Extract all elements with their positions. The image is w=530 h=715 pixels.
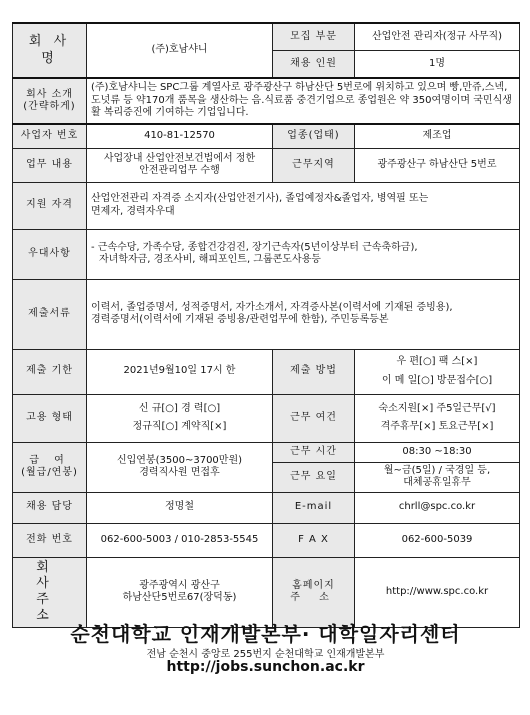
recruit-dept: 산업안전 관리자(정규 사무직) bbox=[355, 23, 520, 50]
deadline-value: 2021년9월10일 17시 한 bbox=[87, 349, 273, 394]
company-intro-label-line1: 회사 소개 bbox=[26, 88, 73, 100]
company-address bbox=[87, 557, 273, 627]
salary-label bbox=[13, 442, 87, 492]
qualification-label: 지원 자격 bbox=[13, 182, 87, 229]
work-conditions-line2: 격주휴무[×] 토요근무[×] bbox=[380, 421, 494, 432]
submit-method-line1: 우 편[○] 팩 스[×] bbox=[396, 356, 478, 367]
phone-number: 062-600-5003 / 010-2853-5545 bbox=[87, 523, 273, 557]
company-address-label bbox=[13, 557, 87, 627]
duty-content bbox=[87, 148, 273, 182]
industry-label: 업종(업태) bbox=[273, 124, 355, 148]
duty-label: 업무 내용 bbox=[13, 148, 87, 182]
duty-line1: 사업장내 산업안전보건법에서 정한 bbox=[103, 152, 256, 164]
footer-address: 전남 순천시 중앙로 255번지 순천대학교 인재개발본부 bbox=[146, 649, 385, 660]
footer-url[interactable]: http://jobs.sunchon.ac.kr bbox=[166, 659, 365, 675]
company-address-label-line1: 회 사 bbox=[36, 559, 63, 591]
duty-line2: 안전관리업무 수행 bbox=[139, 165, 220, 176]
qualification-content bbox=[87, 182, 520, 229]
work-conditions-label: 근무 여건 bbox=[273, 394, 355, 442]
salary-value bbox=[87, 442, 273, 492]
company-intro-text: (주)호남샤니는 SPC그룹 계열사로 광주광산구 하남산단 5번로에 위치하고 있으며 빵,만쥬,스넥,도넛류 등 약170개 품목을 생산하는 음.식료품 중견기업으로 종업원은 약 350여명이며 국민식생활 복리증진에 기여하는 기업입니다. bbox=[87, 78, 520, 124]
deadline-label: 제출 기한 bbox=[13, 349, 87, 394]
recruit-dept-label: 모집 부문 bbox=[273, 23, 355, 50]
fax-label: F A X bbox=[273, 523, 355, 557]
company-name: (주)호남샤니 bbox=[87, 23, 273, 78]
homepage-label bbox=[273, 557, 355, 627]
headcount-label: 채용 인원 bbox=[273, 50, 355, 78]
email-address: chrll@spc.co.kr bbox=[355, 492, 520, 523]
work-days-line2: 대체공휴일휴무 bbox=[403, 477, 471, 488]
work-location: 광주광산구 하남산단 5번로 bbox=[355, 148, 520, 182]
submit-method bbox=[355, 349, 520, 394]
company-name-label: 회 사 명 bbox=[13, 23, 87, 78]
recruiter-label: 채용 담당 bbox=[13, 492, 87, 523]
qualification-line2: 면제자, 경력자우대 bbox=[91, 205, 175, 217]
business-reg-number: 410-81-12570 bbox=[87, 124, 273, 148]
documents-label: 제출서류 bbox=[13, 279, 87, 349]
preference-line2: 자녀학자금, 경조사비, 해피포인트, 그룹콘도사용등 bbox=[99, 254, 321, 265]
qualification-line1: 산업안전관리 자격증 소지자(산업안전기사), 졸업예정자&졸업자, 병역필 또는 bbox=[91, 193, 429, 204]
work-hours-label: 근무 시간 bbox=[273, 442, 355, 462]
fax-number: 062-600-5039 bbox=[355, 523, 520, 557]
company-address-label-line2: 주 소 bbox=[36, 592, 63, 624]
preference-label: 우대사항 bbox=[13, 229, 87, 279]
employment-type-line2: 정규직[○] 계약직[×] bbox=[132, 421, 227, 432]
company-address-line2: 하남산단5번로67(장덕동) bbox=[122, 592, 237, 603]
work-location-label: 근무지역 bbox=[273, 148, 355, 182]
company-intro-label bbox=[13, 78, 87, 124]
employment-type-label: 고용 형태 bbox=[13, 394, 87, 442]
preference-content bbox=[87, 229, 520, 279]
homepage-label-line1: 홈페이지 bbox=[292, 579, 335, 591]
company-intro-label-line2: (간략하게) bbox=[23, 101, 76, 112]
recruiter-name: 정명철 bbox=[87, 492, 273, 523]
homepage-label-line2: 주 소 bbox=[290, 592, 337, 603]
submit-method-label: 제출 방법 bbox=[273, 349, 355, 394]
industry-value: 제조업 bbox=[355, 124, 520, 148]
work-days bbox=[355, 462, 520, 492]
preference-line1: - 근속수당, 가족수당, 종합건강검진, 장기근속자(5년이상부터 근속축하금), bbox=[91, 241, 418, 253]
homepage-url: http://www.spc.co.kr bbox=[355, 557, 520, 627]
work-conditions bbox=[355, 394, 520, 442]
salary-label-line2: (월급/연봉) bbox=[21, 467, 78, 478]
documents-line1: 이력서, 졸업증명서, 성적증명서, 자가소개서, 자격증사본(이력서에 기재된 증빙용), bbox=[91, 301, 453, 313]
documents-line2: 경력증명서(이력서에 기재된 증빙용/관련업무에 한함), 주민등록등본 bbox=[91, 314, 389, 325]
salary-label-line1: 급 여 bbox=[29, 454, 70, 466]
documents-content bbox=[87, 279, 520, 349]
phone-label: 전화 번호 bbox=[13, 523, 87, 557]
salary-line2: 경력직사원 면접후 bbox=[139, 467, 220, 478]
job-posting-table bbox=[12, 22, 520, 628]
email-label: E-mail bbox=[273, 492, 355, 523]
employment-type bbox=[87, 394, 273, 442]
business-reg-label: 사업자 번호 bbox=[13, 124, 87, 148]
work-days-label: 근무 요일 bbox=[273, 462, 355, 492]
company-address-line1: 광주광역시 광산구 bbox=[139, 579, 220, 591]
work-days-line1: 월~금(5일) / 국경일 등, bbox=[383, 464, 491, 476]
employment-type-line1: 신 규[○] 경 력[○] bbox=[138, 402, 221, 414]
work-conditions-line1: 숙소지원[×] 주5일근무[√] bbox=[378, 402, 496, 414]
submit-method-line2: 이 메 일[○] 방문접수[○] bbox=[381, 374, 493, 386]
salary-line1: 신입연봉(3500~3700만원) bbox=[116, 454, 243, 466]
headcount: 1명 bbox=[355, 50, 520, 78]
footer-title: 순천대학교 인재개발본부· 대학일자리센터 bbox=[70, 622, 461, 646]
work-hours: 08:30 ~18:30 bbox=[355, 442, 520, 462]
